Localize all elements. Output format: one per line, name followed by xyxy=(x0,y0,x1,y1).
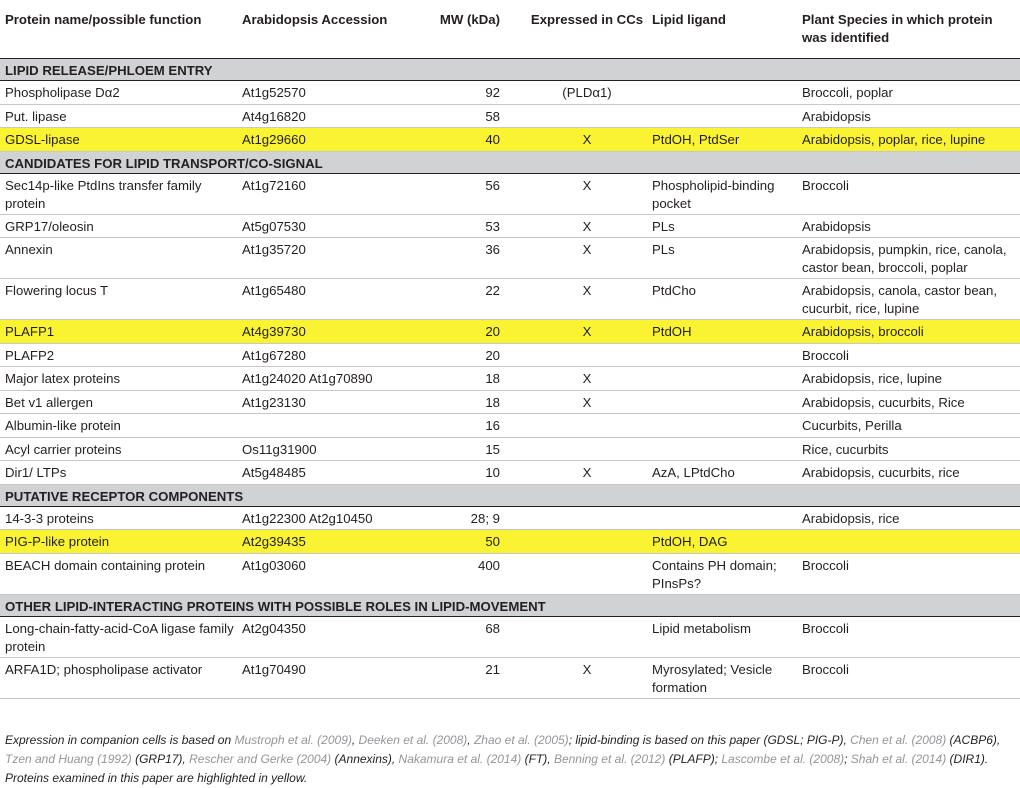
cell-ligand: PLs xyxy=(647,238,797,279)
cell-species: Arabidopsis xyxy=(797,104,1020,128)
cell-mw: 50 xyxy=(425,530,522,554)
cell-cc: X xyxy=(522,279,647,320)
cell-name: Bet v1 allergen xyxy=(0,390,237,414)
footnote-text: ; lipid-binding is based on this paper (GDSL; PIG-P), xyxy=(568,733,851,747)
header-cc: Expressed in CCs xyxy=(522,0,647,59)
footnote-reference-link[interactable]: Nakamura et al. (2014) xyxy=(398,752,522,766)
cell-mw: 53 xyxy=(425,214,522,238)
cell-name: Long-chain-fatty-acid-CoA ligase family protein xyxy=(0,616,237,657)
cell-accession: At1g29660 xyxy=(237,128,425,152)
cell-mw: 68 xyxy=(425,616,522,657)
cell-mw: 40 xyxy=(425,128,522,152)
cell-accession: At1g22300 At2g10450 xyxy=(237,506,425,530)
footnote-text: (Annexins), xyxy=(331,752,399,766)
cell-ligand: Myrosylated; Vesicle formation xyxy=(647,657,797,698)
cell-cc xyxy=(522,343,647,367)
cell-cc: X xyxy=(522,461,647,485)
cell-cc xyxy=(522,553,647,594)
cell-ligand xyxy=(647,506,797,530)
cell-name: Flowering locus T xyxy=(0,279,237,320)
cell-mw: 20 xyxy=(425,343,522,367)
table-row xyxy=(0,343,1020,367)
cell-ligand xyxy=(647,437,797,461)
cell-mw: 22 xyxy=(425,279,522,320)
cell-accession: At5g07530 xyxy=(237,214,425,238)
cell-name: Annexin xyxy=(0,238,237,279)
cell-ligand: AzA, LPtdCho xyxy=(647,461,797,485)
cell-mw: 36 xyxy=(425,238,522,279)
cell-mw: 20 xyxy=(425,320,522,344)
cell-mw: 28; 9 xyxy=(425,506,522,530)
footnote-reference-link[interactable]: Tzen and Huang (1992) xyxy=(5,752,132,766)
footnote-text: Expression in companion cells is based on xyxy=(5,733,235,747)
cell-accession: At1g03060 xyxy=(237,553,425,594)
table-footnote xyxy=(5,731,1015,788)
cell-cc: X xyxy=(522,238,647,279)
footnote-reference-link[interactable]: Benning et al. (2012) xyxy=(553,752,666,766)
cell-ligand xyxy=(647,104,797,128)
cell-accession: At5g48485 xyxy=(237,461,425,485)
cell-species: Broccoli, poplar xyxy=(797,81,1020,105)
cell-name: Albumin-like protein xyxy=(0,414,237,438)
cell-ligand xyxy=(647,81,797,105)
section-title: PUTATIVE RECEPTOR COMPONENTS xyxy=(0,484,1020,506)
footnote-text: (DIR1). Proteins examined in this paper are highlighted in yellow. xyxy=(5,752,989,785)
cell-accession: Os11g31900 xyxy=(237,437,425,461)
cell-accession: At1g70490 xyxy=(237,657,425,698)
cell-name: Dir1/ LTPs xyxy=(0,461,237,485)
table-row xyxy=(0,279,1020,320)
section-row xyxy=(0,59,1020,81)
footnote-text: (ACBP6), xyxy=(946,733,1001,747)
cell-name: PIG-P-like protein xyxy=(0,530,237,554)
cell-ligand xyxy=(647,367,797,391)
cell-name: Put. lipase xyxy=(0,104,237,128)
table-row-highlighted xyxy=(0,320,1020,344)
cell-accession: At4g39730 xyxy=(237,320,425,344)
footnote-reference-link[interactable]: Zhao et al. (2005) xyxy=(473,733,569,747)
cell-accession: At4g16820 xyxy=(237,104,425,128)
table-row xyxy=(0,414,1020,438)
cell-cc: X xyxy=(522,657,647,698)
cell-mw: 16 xyxy=(425,414,522,438)
cell-ligand xyxy=(647,343,797,367)
header-mw: MW (kDa) xyxy=(425,0,522,59)
cell-cc: X xyxy=(522,320,647,344)
footnote-reference-link[interactable]: Chen et al. (2008) xyxy=(850,733,947,747)
cell-ligand: Phospholipid-binding pocket xyxy=(647,173,797,214)
cell-ligand: PtdOH xyxy=(647,320,797,344)
cell-species: Arabidopsis xyxy=(797,214,1020,238)
cell-cc xyxy=(522,104,647,128)
cell-ligand: PtdCho xyxy=(647,279,797,320)
footnote-text: , xyxy=(351,733,359,747)
cell-accession: At2g04350 xyxy=(237,616,425,657)
table-row xyxy=(0,390,1020,414)
cell-cc xyxy=(522,414,647,438)
section-title: CANDIDATES FOR LIPID TRANSPORT/CO-SIGNAL xyxy=(0,151,1020,173)
cell-cc: X xyxy=(522,128,647,152)
section-title: OTHER LIPID-INTERACTING PROTEINS WITH POSSIBLE ROLES IN LIPID-MOVEMENT xyxy=(0,594,1020,616)
table-row xyxy=(0,81,1020,105)
table-row-highlighted xyxy=(0,128,1020,152)
cell-species: Broccoli xyxy=(797,343,1020,367)
footnote-text: (GRP17), xyxy=(131,752,190,766)
header-row xyxy=(0,0,1020,59)
cell-ligand: PLs xyxy=(647,214,797,238)
cell-ligand: Lipid metabolism xyxy=(647,616,797,657)
header-species: Plant Species in which protein was identified xyxy=(797,0,1020,59)
section-row xyxy=(0,594,1020,616)
table-row xyxy=(0,553,1020,594)
cell-ligand xyxy=(647,414,797,438)
cell-species: Arabidopsis, broccoli xyxy=(797,320,1020,344)
cell-species: Arabidopsis, rice xyxy=(797,506,1020,530)
table-row xyxy=(0,367,1020,391)
cell-accession: At1g72160 xyxy=(237,173,425,214)
header-ligand: Lipid ligand xyxy=(647,0,797,59)
cell-name: 14-3-3 proteins xyxy=(0,506,237,530)
cell-species: Broccoli xyxy=(797,173,1020,214)
cell-cc: (PLDα1) xyxy=(522,81,647,105)
section-title: LIPID RELEASE/PHLOEM ENTRY xyxy=(0,59,1020,81)
footnote-reference-link[interactable]: Deeken et al. (2008) xyxy=(358,733,468,747)
cell-cc: X xyxy=(522,173,647,214)
cell-species: Cucurbits, Perilla xyxy=(797,414,1020,438)
cell-mw: 15 xyxy=(425,437,522,461)
footnote-reference-link[interactable]: Shah et al. (2014) xyxy=(850,752,947,766)
cell-ligand: PtdOH, DAG xyxy=(647,530,797,554)
cell-species: Arabidopsis, pumpkin, rice, canola, castor bean, broccoli, poplar xyxy=(797,238,1020,279)
header-accession: Arabidopsis Accession xyxy=(237,0,425,59)
cell-cc: X xyxy=(522,367,647,391)
table-row xyxy=(0,506,1020,530)
cell-name: PLAFP1 xyxy=(0,320,237,344)
cell-mw: 10 xyxy=(425,461,522,485)
cell-species: Broccoli xyxy=(797,616,1020,657)
cell-name: ARFA1D; phospholipase activator xyxy=(0,657,237,698)
cell-accession: At2g39435 xyxy=(237,530,425,554)
table-row xyxy=(0,238,1020,279)
cell-accession: At1g35720 xyxy=(237,238,425,279)
cell-name: Acyl carrier proteins xyxy=(0,437,237,461)
cell-mw: 56 xyxy=(425,173,522,214)
cell-mw: 18 xyxy=(425,367,522,391)
cell-accession: At1g23130 xyxy=(237,390,425,414)
cell-accession: At1g52570 xyxy=(237,81,425,105)
cell-name: BEACH domain containing protein xyxy=(0,553,237,594)
cell-name: Major latex proteins xyxy=(0,367,237,391)
cell-name: Sec14p-like PtdIns transfer family protein xyxy=(0,173,237,214)
cell-mw: 58 xyxy=(425,104,522,128)
cell-species: Broccoli xyxy=(797,553,1020,594)
table-row xyxy=(0,461,1020,485)
cell-name: PLAFP2 xyxy=(0,343,237,367)
cell-cc xyxy=(522,437,647,461)
footnote-reference-link[interactable]: Lascombe et al. (2008) xyxy=(721,752,845,766)
cell-cc xyxy=(522,506,647,530)
cell-accession: At1g67280 xyxy=(237,343,425,367)
cell-cc xyxy=(522,616,647,657)
table-row xyxy=(0,173,1020,214)
cell-name: Phospholipase Dα2 xyxy=(0,81,237,105)
cell-name: GDSL-lipase xyxy=(0,128,237,152)
table-row xyxy=(0,104,1020,128)
table-row xyxy=(0,214,1020,238)
cell-accession: At1g65480 xyxy=(237,279,425,320)
cell-cc: X xyxy=(522,214,647,238)
section-row xyxy=(0,151,1020,173)
header-name: Protein name/possible function xyxy=(0,0,237,59)
footnote-reference-link[interactable]: Rescher and Gerke (2004) xyxy=(189,752,332,766)
footnote-text: , xyxy=(467,733,474,747)
table-row xyxy=(0,437,1020,461)
cell-species: Broccoli xyxy=(797,657,1020,698)
cell-species: Arabidopsis, rice, lupine xyxy=(797,367,1020,391)
cell-ligand: Contains PH domain; PInsPs? xyxy=(647,553,797,594)
table-row-highlighted xyxy=(0,530,1020,554)
table-row xyxy=(0,616,1020,657)
section-row xyxy=(0,484,1020,506)
cell-mw: 21 xyxy=(425,657,522,698)
cell-species: Arabidopsis, cucurbits, rice xyxy=(797,461,1020,485)
cell-species: Arabidopsis, poplar, rice, lupine xyxy=(797,128,1020,152)
cell-ligand: PtdOH, PtdSer xyxy=(647,128,797,152)
footnote-text: (FT), xyxy=(521,752,554,766)
table-row xyxy=(0,657,1020,698)
cell-species: Arabidopsis, cucurbits, Rice xyxy=(797,390,1020,414)
footnote-text: ; xyxy=(844,752,851,766)
cell-cc: X xyxy=(522,390,647,414)
cell-mw: 18 xyxy=(425,390,522,414)
cell-accession xyxy=(237,414,425,438)
cell-species: Arabidopsis, canola, castor bean, cucurbit, rice, lupine xyxy=(797,279,1020,320)
cell-accession: At1g24020 At1g70890 xyxy=(237,367,425,391)
cell-ligand xyxy=(647,390,797,414)
cell-mw: 92 xyxy=(425,81,522,105)
cell-cc xyxy=(522,530,647,554)
footnote-text: (PLAFP); xyxy=(665,752,722,766)
cell-mw: 400 xyxy=(425,553,522,594)
cell-name: GRP17/oleosin xyxy=(0,214,237,238)
cell-species xyxy=(797,530,1020,554)
footnote-reference-link[interactable]: Mustroph et al. (2009) xyxy=(234,733,352,747)
cell-species: Rice, cucurbits xyxy=(797,437,1020,461)
